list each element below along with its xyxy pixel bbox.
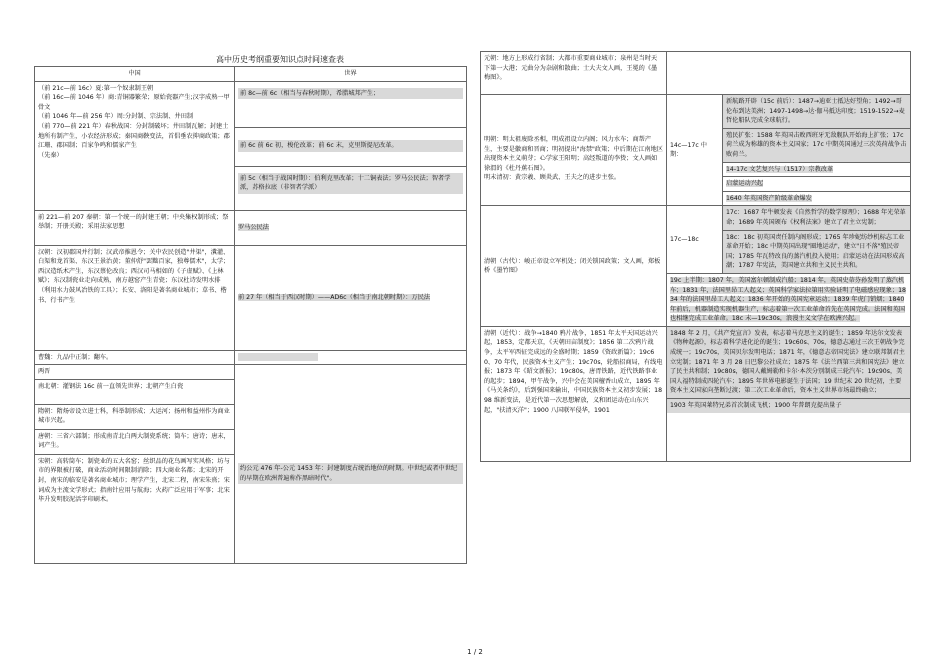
china-cell: （前 21c—前 16c）夏:第一个奴隶制王朝 （前 16c—前 1046 年）商:青铜器繁荣；原始瓷器产生;汉字成熟一甲骨文 （前 1046 年—前 256 年）周:分封制、宗法制、井田制 （前 770—前 221 年）春秋战国：分封制破坏；井田制瓦解；封建土地所有制产生，小农经济形成；秦国商鞅变法，首倡垂农抑商政策；郡江珊、郡国制；百家争鸣和儒家产生 （先秦）	[35, 81, 235, 210]
table-row	[35, 245, 467, 350]
china-cell: 南北朝：灌钢法 16c 前一直领先世界；北朝产生白瓷	[35, 379, 235, 404]
world-entry: 1903 年英国莱特兄弟首次制成飞机；1900 年普朗克提出量子	[667, 399, 910, 413]
world-entry: 18c：18c 初英国责任制内阁形成；1765 年珍妮纺纱机标志工业革命开始；18c 中期英国出现"圈地运动"，建立"日不落"殖民帝国；1785 年瓦特改良的蒸汽机投入使用；启蒙运动在法国形成高潮；1787 年宪法，美国建立共和主义民主共和。	[723, 231, 910, 273]
table-row	[35, 350, 467, 365]
left-table	[34, 66, 467, 564]
world-entry: 启蒙运动兴起	[726, 180, 764, 188]
world-entry: 1640 年英国资产阶级革命爆发	[726, 194, 812, 202]
world-cell	[667, 52, 911, 95]
china-cell: 宋朝：高转筒车；制瓷业的五大名窑；丝织品的花鸟画写实风格；坊与市的界限被打破，商业活动时间限制消除；四大商业名都；北宋的开封，南宋的临安是著名商业城市；理学产生，北宋二程，南宋朱熹；宋词成为主流文学形式；指南针应用与航海；火药广泛应用于军事；北宋毕升发明胶泥活字印刷术。	[35, 454, 235, 563]
table-row	[481, 95, 911, 206]
china-cell: 清朝（近代）：战争→1840 鸦片战争，1851 年太平天国运动兴起，1853，定都天京，《天朝田亩制度》；1856 第二次鸦片战争，太平军西征完成远的全盛时期；1859《资政新篇》；19c60、70 年代，民族资本主义产生；19c70s，轮船招商局，有线电报；1873 年《昭文新报》；19c80s，唐胥铁路，近代铁路事业的起步；1894，甲午战争，兴中会在美国檀香山成立，1895 年《马关条约》，后到强国来输出，中国民族资本主义初步发展；1898 维新变法，是近代第一次思想解放，义和团运动在山东兴起，"扶清灭洋"；1900 八国联军侵华，1901	[481, 326, 667, 461]
world-entry: 约公元 476 年-公元 1453 年：封建制度占统治地位的时期。中世纪或者中世纪的早期在欧洲普遍称作黑暗时代"。	[238, 463, 463, 484]
world-entry: 罗马公民法	[238, 223, 269, 231]
page-title: 高中历史考纲重要知识点时间速查表	[216, 55, 344, 64]
period-label: 14c—17c 中期：	[667, 95, 723, 206]
world-entry: 17c：1687 年牛顿发表《自然哲学的数学原理》；1688 年光荣革命；1689 年英国颁布《权利法案》建立了君主立宪制；	[723, 206, 910, 230]
china-cell: 元朝：地方上形成行省制；大都市重要商业城市；泉州是当时天下第一大港；元曲分为杂剧和散曲；士大夫文人画，王冕的《墨梅图》。	[481, 52, 667, 95]
table-row	[481, 52, 911, 95]
china-cell: 唐朝：三省六部制；形成南青北白两大制瓷系统；筒车；唐诗；唐末，词产生。	[35, 429, 235, 454]
china-cell: 曹魏：九品中正制；翻车。	[35, 350, 235, 365]
world-entry: 前 5c（相当于战国时期）：伯利克里改革；十二铜表法；罗马公民法；智者学派，苏格拉底（非智者学派）	[238, 173, 463, 194]
right-table	[480, 51, 911, 462]
world-cell	[235, 210, 467, 245]
china-cell: 明朝：明太祖废除丞相，明成祖设立内阁；风力水车；商帮产生，主要是徽商和晋商；明初提出"海禁"政策；中后期在江南地区出现资本主义萌芽；心学家王阳明；高经叛道的李贽；文人画如徐渭的《杜丹蕉石图》。 明末清初：黄宗羲、顾炎武、王夫之的进步主张。	[481, 95, 667, 206]
world-cell	[235, 365, 467, 564]
table-row	[481, 206, 911, 274]
table-row	[35, 365, 467, 380]
world-cell	[723, 206, 911, 274]
world-cell	[667, 326, 911, 461]
china-cell: 清朝（古代）：峻正帝设立军机处；闭关锁国政策；文人画，郑板桥《墨竹图》	[481, 206, 667, 327]
page-number: 1 / 2	[467, 648, 483, 656]
world-entry: 新航路开辟（15c 前后）：1487→迪亚士抵达好望角；1492→哥伦布到达美洲；1497-1498→达·伽马抵达印度；1519-1522→麦哲伦船队完成全球航行。	[723, 95, 910, 129]
world-entry	[238, 353, 318, 361]
table-row	[35, 210, 467, 245]
table-row	[481, 326, 911, 461]
table-row	[35, 81, 467, 210]
header-world: 世界	[235, 67, 467, 82]
world-cell	[723, 95, 911, 206]
header-china: 中国	[35, 67, 235, 82]
header-row	[35, 67, 467, 82]
period-label: 17c—18c	[667, 206, 723, 274]
world-entry: 前 8c—前 6c（相当与春秋时期），希腊城邦产生；	[238, 88, 463, 100]
world-cell	[667, 273, 911, 326]
world-cell	[235, 81, 467, 210]
world-entry: 19c 上半期：1807 年，美国富尔顿制成汽船；1814 年，英国史蒂芬孙发明了蒸汽机车；1831 年，法国里昂工人起义；英国科学家法拉第用实验证明了电磁感应现象；1834 年的法国里昂工人起义；1836 年开始的英国宪章运动；1839 年虎门销烟；1840 年前后，机器制造实现机器生产，标志着第一次工业革命首先在英国完成。法国和英国也相继完成工业革命。18c 末—19c30s，浪漫主义文学在欧洲兴起。	[670, 276, 906, 323]
world-entry: 1848 年 2 月，《共产党宣言》发表，标志着马克思主义的诞生；1859 年达尔文发表《物种起源》，标志着科学进化论的诞生；19c60s、70s，德意志通过三次王朝战争完成统一；19c70s，美国贝尔发明电话；1871 年，《德意志帝国宪法》建立联邦制君主立宪制；1871 年 3 月 28 日巴黎公社成立；1875 年《法兰西第三共和国宪法》建立了民主共和制；19c80s，德国人戴姆勒和卡尔·本茨分别制成三轮汽车；19c90s，美国人福特制成四轮汽车；1895 年世界电影诞生于法国；19 世纪末 20 世纪初，主要资本主义国家向垄断过渡；第二次工业革命后，资本主义世界市场最终确立；	[667, 327, 910, 399]
world-cell	[235, 350, 467, 365]
world-entry: 14-17c 文艺复兴与（1517）宗教改革	[726, 165, 834, 173]
world-entry: 前 6c 前 6c 初，梭伦改革；前 6c 末，克里斯提尼改革。	[238, 140, 463, 152]
china-cell: 汉朝：汉初郡国并行制；汉武帝推恩令；关中农民创造"井渠"，瀵灌、白渠和龙首渠、东汉王景治黄；董仲舒"罢黜百家，独尊儒术"，太学；西汉造纸术产生，东汉蔡伦改良；西汉司马相如的《子虚赋》、《上林赋》；东汉制瓷业走向成熟，南方越窑产生青瓷；东汉杜诗发明水排（利用水力鼓风冶铁的工具）；长安、洛阳是著名商业城市；草书、楷书、行书产生	[35, 245, 235, 350]
world-cell	[235, 245, 467, 350]
world-entry: 前 27 年（相当于西汉时期）——AD6c（相当于南北朝时期）：万民法	[238, 293, 431, 301]
china-cell: 前 221—前 207 秦朝：第一个统一的封建王朝；中央集权制形成；祭举制；开册关殿；采用法家思想	[35, 210, 235, 245]
china-cell: 两晋	[35, 365, 235, 380]
world-entry: 殖民扩张：1588 年英国击败西班牙无敌舰队开始海上扩张；17c 荷兰成为称雄的资本主义国家；17c 中期英国通过三次英荷战争击败荷兰。	[723, 129, 910, 163]
china-cell: 隋朝：隋炀帝设立进士科，科举制形成；大运河；扬州和益州作为商业城市兴起。	[35, 404, 235, 429]
